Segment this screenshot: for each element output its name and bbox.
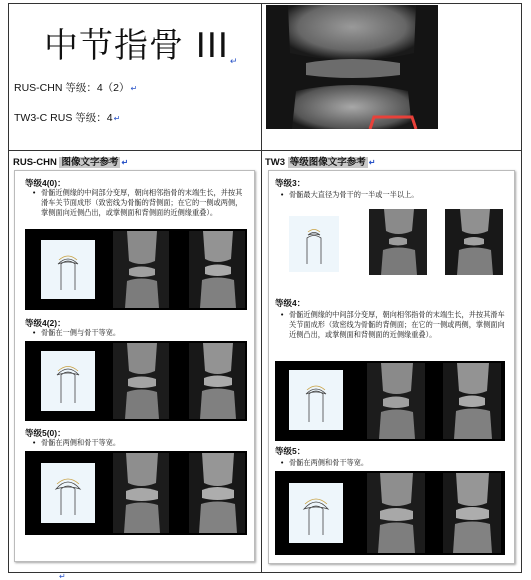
right-heading-prefix: TW3 <box>265 157 288 168</box>
xray-thumbnail-drawing <box>443 363 501 439</box>
paragraph-mark-icon: ↵ <box>130 84 138 93</box>
grade-description: • 骨骺在两侧和骨干等宽。 <box>289 458 509 468</box>
xray-bone-lower <box>292 85 412 129</box>
grade-title: 等级5： <box>275 446 306 456</box>
bone-diagram <box>41 463 95 523</box>
grade-title: 等级5(0)： <box>25 428 66 438</box>
table-border-left <box>8 3 9 573</box>
table-border-bottom <box>8 572 522 573</box>
table-border-right <box>521 3 522 573</box>
grade-description: • 骨骺在一侧与骨干等宽。 <box>41 328 249 338</box>
bone-diagram <box>289 483 343 543</box>
xray-thumbnail <box>189 343 245 419</box>
grade-description: • 骨骺近侧缘的中间部分变厚，朝向相邻指骨的末端生长，并按其滑车关节面成形（致密线为骨骺的背侧面；在它的一侧或两侧，掌侧面向近侧凸出，或掌侧面和背侧面的近侧缘重叠）。 <box>289 310 509 341</box>
grade-title: 等级4： <box>275 298 306 308</box>
page-title-text: 中节指骨 III <box>44 26 229 66</box>
bone-diagram <box>289 370 343 430</box>
xray-bone-shaft <box>288 5 416 60</box>
table-divider-vertical <box>261 3 262 573</box>
grade-description: • 骨骺在两侧和骨干等宽。 <box>41 438 249 448</box>
bone-diagram-drawing <box>289 483 343 543</box>
paragraph-mark-icon: ↵ <box>229 57 239 67</box>
paragraph-mark-icon: ↵ <box>368 158 376 167</box>
image-strip <box>25 229 247 310</box>
grade-title: 等级4(2)： <box>25 318 66 328</box>
grade-title: 等级4(0)： <box>25 178 66 188</box>
page-title <box>44 18 238 67</box>
grade-title: 等级3： <box>275 178 306 188</box>
xray-thumbnail-drawing <box>113 453 169 533</box>
xray-thumbnail <box>369 209 427 275</box>
table-divider-horizontal <box>8 150 522 151</box>
xray-thumbnail <box>113 231 169 308</box>
xray-thumbnail-drawing <box>113 343 169 419</box>
grade-description: • 骨骺最大直径为骨干的一半或一半以上。 <box>289 190 509 200</box>
xray-roi-image <box>266 5 438 129</box>
bone-diagram-drawing <box>289 370 343 430</box>
xray-thumbnail <box>113 453 169 533</box>
xray-thumbnail <box>443 363 501 439</box>
xray-thumbnail <box>113 343 169 419</box>
xray-thumbnail <box>367 363 425 439</box>
table-border-top <box>8 3 522 4</box>
bone-diagram <box>41 351 95 411</box>
xray-thumbnail <box>443 473 501 553</box>
bone-diagram <box>41 240 95 299</box>
right-heading-highlight: 等级图像文字参考 <box>289 157 366 168</box>
xray-thumbnail-drawing <box>367 363 425 439</box>
xray-roi-drawing <box>266 5 438 129</box>
tw3-grade <box>14 110 120 125</box>
xray-thumbnail-drawing <box>369 209 427 275</box>
xray-thumbnail-drawing <box>445 209 503 275</box>
xray-thumbnail-drawing <box>113 231 169 308</box>
rus-chn-grade-text: RUS-CHN 等级：4（2） <box>14 82 130 94</box>
xray-thumbnail <box>367 473 425 553</box>
image-strip <box>275 207 505 277</box>
bone-diagram <box>289 216 339 272</box>
image-strip <box>25 451 247 535</box>
bone-diagram-drawing <box>41 351 95 411</box>
xray-thumbnail-drawing <box>189 453 245 533</box>
tw3-grade-text: TW3-C RUS 等级：4 <box>14 112 113 124</box>
bone-diagram-drawing <box>41 463 95 523</box>
xray-thumbnail <box>189 231 245 308</box>
image-strip <box>275 471 505 555</box>
bone-diagram-drawing <box>289 216 339 272</box>
xray-thumbnail-drawing <box>189 231 245 308</box>
left-heading-prefix: RUS-CHN <box>13 157 60 168</box>
rus-chn-reference-panel <box>14 170 255 562</box>
paragraph-mark-icon: ↵ <box>113 114 121 123</box>
right-section-heading <box>265 154 375 168</box>
image-strip <box>275 361 505 441</box>
xray-epiphysis <box>306 59 400 78</box>
bone-diagram-drawing <box>41 240 95 299</box>
xray-thumbnail-drawing <box>367 473 425 553</box>
left-section-heading <box>13 154 128 168</box>
rus-chn-grade <box>14 80 137 95</box>
xray-thumbnail-drawing <box>189 343 245 419</box>
paragraph-mark-icon: ↵ <box>59 572 66 580</box>
xray-thumbnail <box>445 209 503 275</box>
xray-thumbnail-drawing <box>443 473 501 553</box>
left-heading-highlight: 图像文字参考 <box>61 157 119 168</box>
xray-thumbnail <box>189 453 245 533</box>
tw3-reference-panel <box>268 170 515 564</box>
image-strip <box>25 341 247 421</box>
paragraph-mark-icon: ↵ <box>121 158 129 167</box>
grade-description: • 骨骺近侧缘的中间部分变厚，朝向相邻指骨的末端生长，并按其滑车关节面成形（致密线为骨骺的背侧面；在它的一侧或两侧，掌侧面向近侧凸出，或掌侧面和背侧面的近侧缘重叠）。 <box>41 188 249 219</box>
